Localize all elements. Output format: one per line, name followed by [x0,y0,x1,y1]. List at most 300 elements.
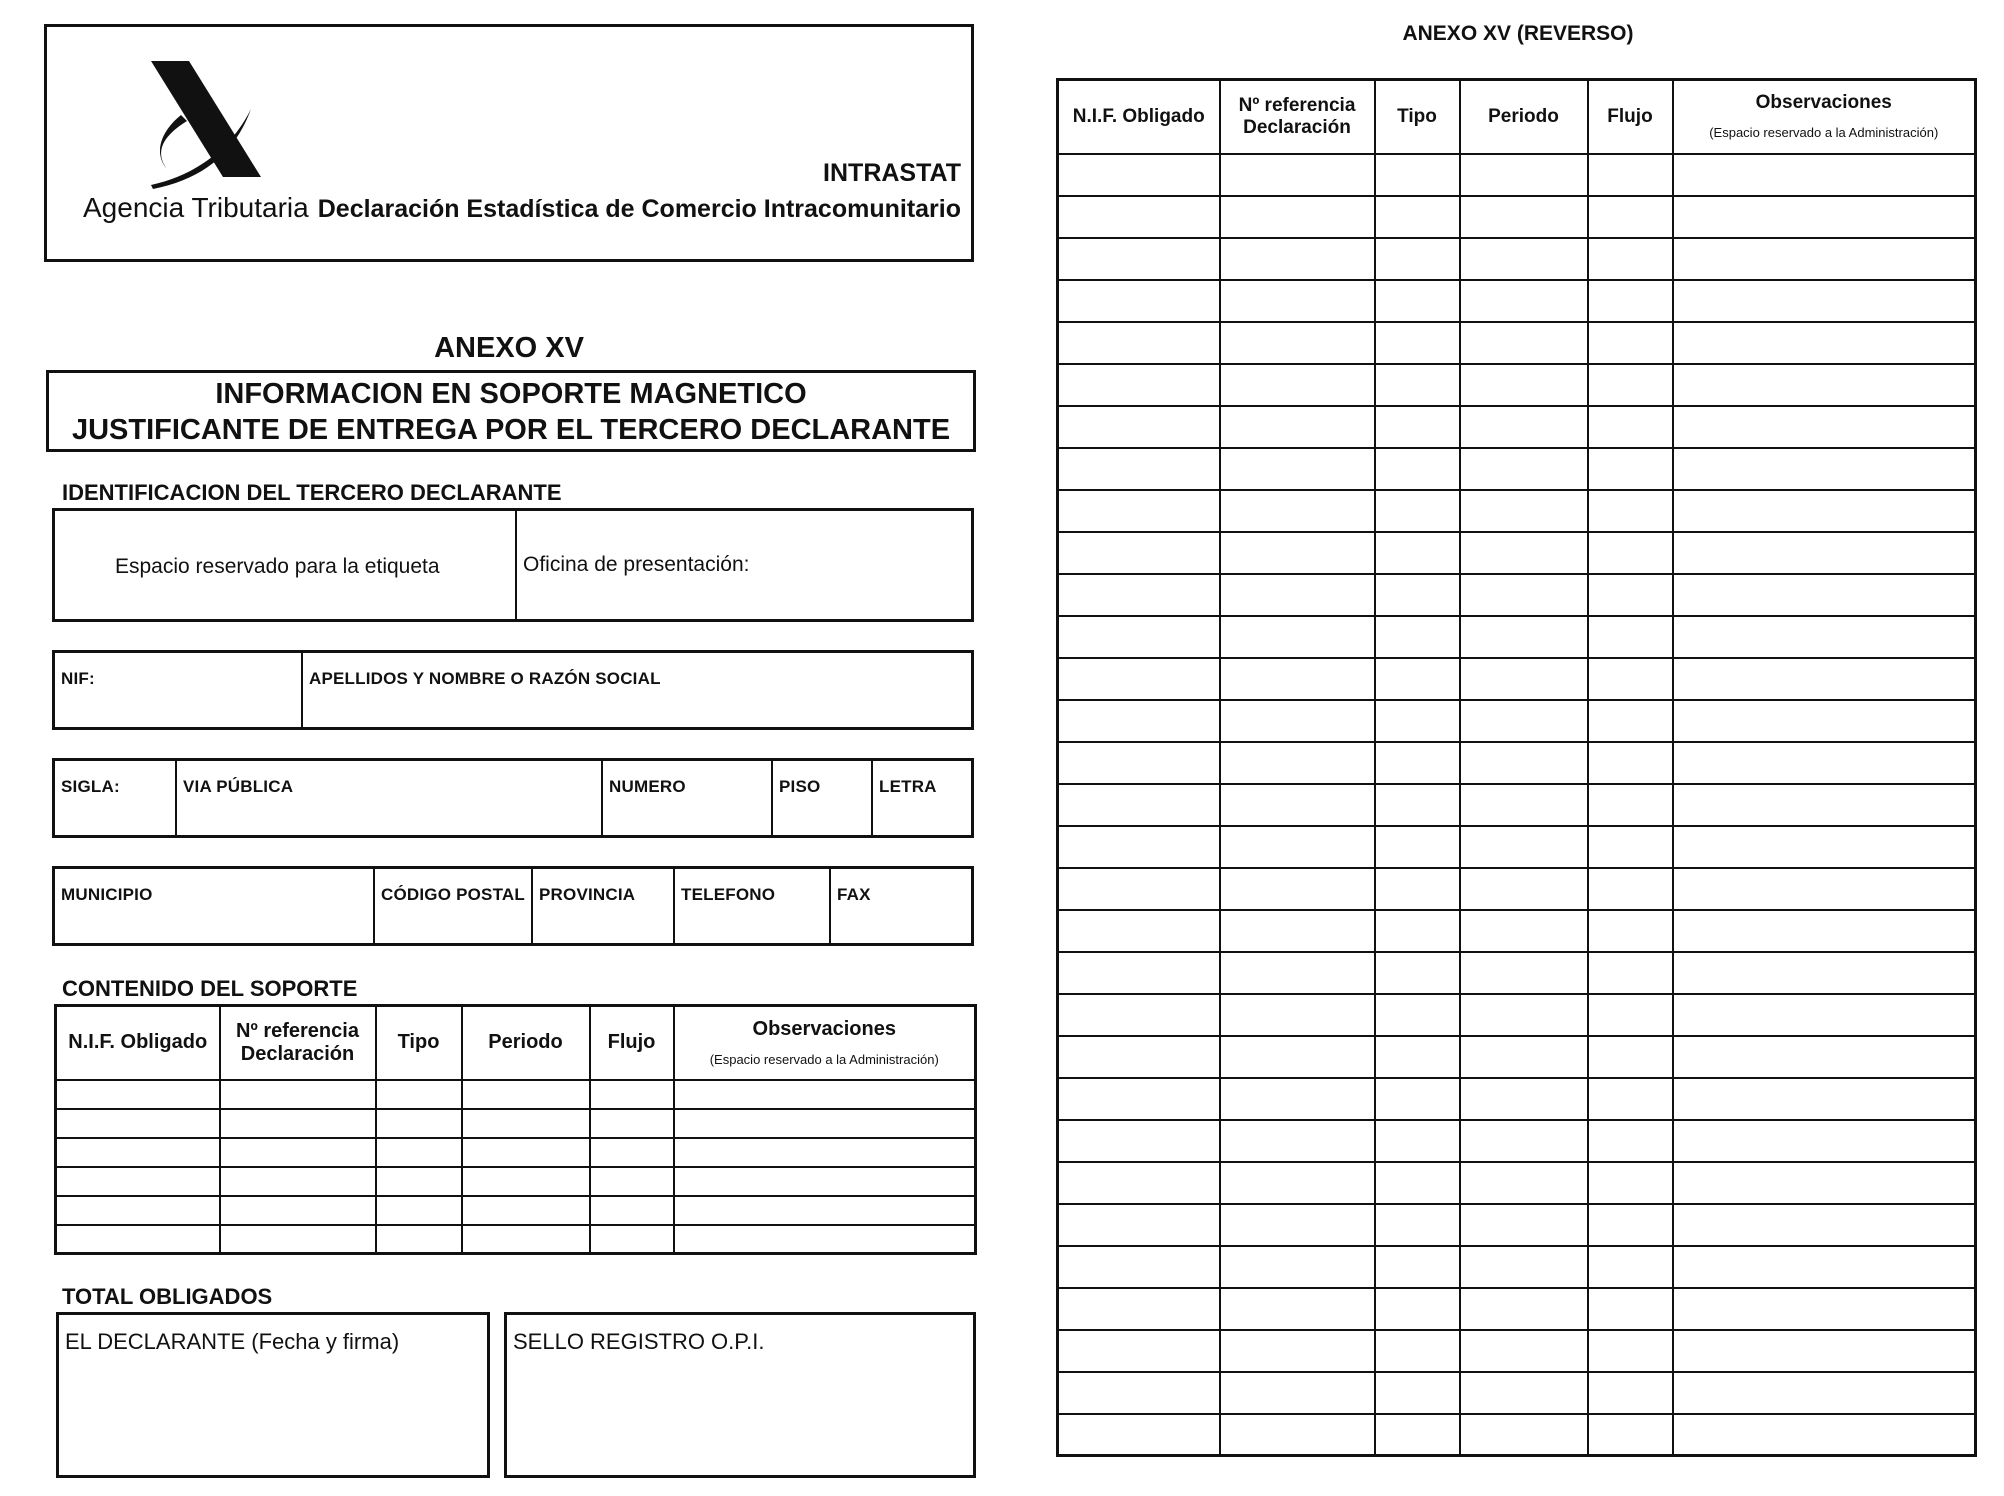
reverse-table-cell[interactable] [1220,910,1375,952]
rev-col-ref-header: Nº referencia Declaración [1220,80,1375,154]
reverse-table-cell[interactable] [1588,952,1673,994]
content-table-cell[interactable] [220,1080,376,1109]
reverse-table-cell[interactable] [1058,1330,1220,1372]
reverse-table-cell[interactable] [1673,490,1976,532]
reverse-table-cell[interactable] [1375,1330,1460,1372]
reverse-table-cell[interactable] [1588,154,1673,196]
reverse-table-cell[interactable] [1588,490,1673,532]
reverse-table-cell[interactable] [1375,910,1460,952]
reverse-table-row [1058,322,1976,364]
reverse-table-row [1058,154,1976,196]
content-table-row [56,1138,976,1167]
reverse-table-cell[interactable] [1375,364,1460,406]
label-space-text: Espacio reservado para la etiqueta [115,555,440,578]
reverse-table-cell[interactable] [1058,910,1220,952]
municipality-row [52,866,974,946]
sigla-field[interactable]: SIGLA: [61,777,120,796]
reverse-table-cell[interactable] [1673,1246,1976,1288]
reverse-table-cell[interactable] [1058,1162,1220,1204]
numero-field[interactable]: NUMERO [609,777,686,796]
reverse-table-cell[interactable] [1460,784,1588,826]
content-table-cell[interactable] [56,1196,220,1225]
reverse-table-cell[interactable] [1673,1372,1976,1414]
nif-row [52,650,974,730]
reverse-table-row [1058,1246,1976,1288]
telefono-field[interactable]: TELEFONO [681,885,776,904]
reverse-table-cell[interactable] [1673,1036,1976,1078]
reverse-table-cell[interactable] [1375,1288,1460,1330]
via-field[interactable]: VIA PÚBLICA [183,777,294,796]
content-table-cell[interactable] [376,1167,462,1196]
reverse-table-cell[interactable] [1673,238,1976,280]
reverse-table-cell[interactable] [1058,448,1220,490]
content-table-cell[interactable] [376,1138,462,1167]
reverse-table-cell[interactable] [1220,1036,1375,1078]
col-flujo-header: Flujo [590,1006,674,1080]
stamp-label: SELLO REGISTRO O.P.I. [513,1329,765,1354]
reverse-table-cell[interactable] [1058,196,1220,238]
reverse-table-cell[interactable] [1220,1330,1375,1372]
agency-name: Agencia Tributaria [83,192,309,223]
content-title: CONTENIDO DEL SOPORTE [62,976,358,1001]
main-title-line2: JUSTIFICANTE DE ENTREGA POR EL TERCERO DECLARANTE [71,414,951,446]
reverse-table-cell[interactable] [1220,238,1375,280]
reverse-table-cell[interactable] [1375,196,1460,238]
reverse-table-cell[interactable] [1375,238,1460,280]
reverse-table-cell[interactable] [1588,196,1673,238]
reverse-table-cell[interactable] [1220,658,1375,700]
content-table-cell[interactable] [590,1225,674,1254]
municipio-field[interactable]: MUNICIPIO [61,885,153,904]
reverse-table-row [1058,238,1976,280]
reverse-table-cell[interactable] [1058,406,1220,448]
content-table-cell[interactable] [590,1080,674,1109]
reverse-table-cell[interactable] [1058,154,1220,196]
content-table [54,1004,977,1255]
office-label[interactable]: Oficina de presentación: [523,553,750,576]
reverse-table-cell[interactable] [1460,1372,1588,1414]
reverse-table-cell[interactable] [1460,658,1588,700]
content-table-cell[interactable] [674,1138,976,1167]
reverse-table-cell[interactable] [1673,322,1976,364]
reverse-table-cell[interactable] [1460,1204,1588,1246]
reverse-table-cell[interactable] [1220,1078,1375,1120]
rev-col-periodo-header: Periodo [1460,80,1588,154]
rev-col-flujo-header: Flujo [1588,80,1673,154]
reverse-table-cell[interactable] [1058,616,1220,658]
reverse-table-cell[interactable] [1375,1078,1460,1120]
reverse-table-cell[interactable] [1058,742,1220,784]
reverse-rows [1058,154,1976,1456]
reverse-table-cell[interactable] [1375,1414,1460,1456]
reverse-table-cell[interactable] [1588,742,1673,784]
reverse-table-cell[interactable] [1058,658,1220,700]
content-table-cell[interactable] [674,1109,976,1138]
rev-col-tipo-header: Tipo [1375,80,1460,154]
rev-col-nif-header: N.I.F. Obligado [1058,80,1220,154]
reverse-table-cell[interactable] [1220,280,1375,322]
reverse-table-cell[interactable] [1673,1120,1976,1162]
content-table-row [56,1109,976,1138]
reverse-table-cell[interactable] [1460,574,1588,616]
declarant-label: EL DECLARANTE (Fecha y firma) [65,1329,400,1354]
reverse-table-cell[interactable] [1375,490,1460,532]
reverse-table-cell[interactable] [1588,1246,1673,1288]
content-table-cell[interactable] [462,1138,590,1167]
reverse-table-row [1058,1120,1976,1162]
reverse-table-cell[interactable] [1460,322,1588,364]
reverse-table-cell[interactable] [1460,826,1588,868]
reverse-table-row [1058,1288,1976,1330]
reverse-table-cell[interactable] [1058,1288,1220,1330]
content-table-cell[interactable] [462,1080,590,1109]
reverse-table-cell[interactable] [1673,574,1976,616]
declarant-signature-box[interactable] [56,1312,490,1478]
content-table-cell[interactable] [462,1109,590,1138]
provincia-field[interactable]: PROVINCIA [539,885,636,904]
reverse-table-cell[interactable] [1220,1204,1375,1246]
reverse-table-cell[interactable] [1588,1036,1673,1078]
reverse-table-cell[interactable] [1588,616,1673,658]
reverse-table-cell[interactable] [1588,910,1673,952]
reverse-table-cell[interactable] [1220,1414,1375,1456]
reverse-table-cell[interactable] [1673,196,1976,238]
reverse-table-cell[interactable] [1375,1036,1460,1078]
reverse-table-cell[interactable] [1460,1288,1588,1330]
reverse-table-cell[interactable] [1220,784,1375,826]
content-table-row [56,1080,976,1109]
reverse-table-cell[interactable] [1588,238,1673,280]
reverse-table-cell[interactable] [1375,658,1460,700]
reverse-table-cell[interactable] [1673,154,1976,196]
content-table-cell[interactable] [590,1196,674,1225]
reverse-table-cell[interactable] [1460,1120,1588,1162]
reverse-table-cell[interactable] [1588,700,1673,742]
reverse-table-cell[interactable] [1673,784,1976,826]
reverse-table-cell[interactable] [1460,1330,1588,1372]
content-table-cell[interactable] [590,1138,674,1167]
fax-field[interactable]: FAX [837,885,871,904]
content-table-cell[interactable] [220,1167,376,1196]
reverse-table-cell[interactable] [1588,406,1673,448]
content-table-cell[interactable] [674,1196,976,1225]
reverse-table-cell[interactable] [1220,1246,1375,1288]
reverse-table-row [1058,826,1976,868]
reverse-table-cell[interactable] [1460,364,1588,406]
content-table-cell[interactable] [462,1196,590,1225]
form-code: INTRASTAT [823,159,961,187]
reverse-table-cell[interactable] [1460,154,1588,196]
reverse-table-cell[interactable] [1220,490,1375,532]
reverse-table-cell[interactable] [1058,1414,1220,1456]
content-table-cell[interactable] [376,1080,462,1109]
reverse-table-cell[interactable] [1220,574,1375,616]
content-table-cell[interactable] [56,1167,220,1196]
reverse-table-cell[interactable] [1588,1330,1673,1372]
content-table-cell[interactable] [220,1138,376,1167]
content-table-row [56,1225,976,1254]
main-title-line1: INFORMACION EN SOPORTE MAGNETICO [215,378,807,410]
reverse-table-cell[interactable] [1058,1120,1220,1162]
piso-field[interactable]: PISO [779,777,821,796]
reverse-table-cell[interactable] [1058,826,1220,868]
header-box [44,24,974,262]
content-table-cell[interactable] [376,1196,462,1225]
reverse-table-cell[interactable] [1588,1372,1673,1414]
reverse-table-cell[interactable] [1058,532,1220,574]
identification-box [52,508,974,622]
reverse-table-cell[interactable] [1460,1162,1588,1204]
reverse-table-cell[interactable] [1673,1162,1976,1204]
reverse-table-cell[interactable] [1673,700,1976,742]
reverse-table-cell[interactable] [1058,700,1220,742]
reverse-table-cell[interactable] [1058,364,1220,406]
reverse-table-row [1058,1330,1976,1372]
reverse-table-row [1058,364,1976,406]
reverse-table-cell[interactable] [1375,1372,1460,1414]
reverse-table-cell[interactable] [1375,448,1460,490]
reverse-table-cell[interactable] [1058,1372,1220,1414]
content-table-cell[interactable] [590,1109,674,1138]
reverse-table-cell[interactable] [1375,322,1460,364]
reverse-table-cell[interactable] [1673,532,1976,574]
content-table-cell[interactable] [56,1225,220,1254]
identification-title: IDENTIFICACION DEL TERCERO DECLARANTE [62,480,562,505]
reverse-table-cell[interactable] [1058,490,1220,532]
reverse-table-cell[interactable] [1588,826,1673,868]
reverse-table-cell[interactable] [1058,1078,1220,1120]
reverse-table-cell[interactable] [1375,532,1460,574]
reverse-table-cell[interactable] [1058,952,1220,994]
reverse-table-row [1058,490,1976,532]
col-obs-header: Observaciones (Espacio reservado a la Administración) [674,1006,976,1080]
reverse-table-cell[interactable] [1375,1246,1460,1288]
reverse-table-cell[interactable] [1673,448,1976,490]
content-table-row [56,1167,976,1196]
reverse-table-cell[interactable] [1375,1120,1460,1162]
reverse-table-cell[interactable] [1220,994,1375,1036]
reverse-title: ANEXO XV (REVERSO) [1402,22,1634,45]
content-table-cell[interactable] [56,1080,220,1109]
reverse-table-cell[interactable] [1588,1078,1673,1120]
reverse-table-cell[interactable] [1588,868,1673,910]
reverse-table-cell[interactable] [1460,1078,1588,1120]
cp-field[interactable]: CÓDIGO POSTAL [381,885,525,904]
nif-field[interactable]: NIF: [61,669,95,688]
reverse-table-cell[interactable] [1375,826,1460,868]
reverse-table-cell[interactable] [1220,826,1375,868]
reverse-table-cell[interactable] [1375,994,1460,1036]
reverse-table-cell[interactable] [1460,532,1588,574]
reverse-table-row [1058,868,1976,910]
reverse-table-cell[interactable] [1220,868,1375,910]
name-field[interactable]: APELLIDOS Y NOMBRE O RAZÓN SOCIAL [309,669,661,688]
reverse-table-cell[interactable] [1588,1204,1673,1246]
reverse-table-cell[interactable] [1588,1162,1673,1204]
reverse-table-cell[interactable] [1375,574,1460,616]
reverse-table-cell[interactable] [1460,448,1588,490]
reverse-table-cell[interactable] [1220,448,1375,490]
reverse-table-cell[interactable] [1058,1204,1220,1246]
reverse-table-row [1058,1036,1976,1078]
reverse-table-cell[interactable] [1588,994,1673,1036]
reverse-table-cell[interactable] [1058,1246,1220,1288]
reverse-table-cell[interactable] [1220,952,1375,994]
content-table-cell[interactable] [674,1167,976,1196]
reverse-table-cell[interactable] [1673,910,1976,952]
reverse-table-cell[interactable] [1588,1288,1673,1330]
reverse-table-row [1058,280,1976,322]
reverse-table-cell[interactable] [1588,364,1673,406]
reverse-table-cell[interactable] [1673,826,1976,868]
content-table-cell[interactable] [462,1167,590,1196]
opi-stamp-box[interactable] [504,1312,976,1478]
letra-field[interactable]: LETRA [879,777,937,796]
reverse-table-cell[interactable] [1220,1288,1375,1330]
agency-logo-icon [111,57,271,207]
reverse-table-row [1058,1078,1976,1120]
reverse-table-row [1058,196,1976,238]
reverse-table-row [1058,742,1976,784]
reverse-table-cell[interactable] [1673,952,1976,994]
reverse-table-cell[interactable] [1673,364,1976,406]
reverse-table-cell[interactable] [1375,1162,1460,1204]
content-table-cell[interactable] [220,1196,376,1225]
reverse-table-cell[interactable] [1460,406,1588,448]
address-row [52,758,974,838]
content-table-cell[interactable] [674,1080,976,1109]
reverse-table-cell[interactable] [1460,1414,1588,1456]
reverse-table-cell[interactable] [1588,532,1673,574]
reverse-table-cell[interactable] [1673,658,1976,700]
main-title-box [46,370,976,452]
reverse-table-cell[interactable] [1220,322,1375,364]
reverse-table-cell[interactable] [1058,322,1220,364]
col-ref-header: Nº referencia Declaración [220,1006,376,1080]
reverse-table-cell[interactable] [1220,1372,1375,1414]
reverse-table-cell[interactable] [1058,238,1220,280]
reverse-table-cell[interactable] [1588,784,1673,826]
reverse-table-cell[interactable] [1375,406,1460,448]
reverse-table-cell[interactable] [1673,994,1976,1036]
reverse-table-cell[interactable] [1220,154,1375,196]
reverse-table-cell[interactable] [1460,994,1588,1036]
reverse-table-cell[interactable] [1673,616,1976,658]
reverse-table-cell[interactable] [1375,700,1460,742]
reverse-table-row [1058,994,1976,1036]
reverse-table-row [1058,658,1976,700]
content-table-cell[interactable] [56,1138,220,1167]
reverse-table-cell[interactable] [1220,196,1375,238]
reverse-table-cell[interactable] [1588,658,1673,700]
reverse-table-cell[interactable] [1460,952,1588,994]
reverse-table-cell[interactable] [1673,280,1976,322]
content-table-cell[interactable] [220,1225,376,1254]
reverse-table-cell[interactable] [1375,784,1460,826]
annex-title: ANEXO XV [434,332,584,364]
reverse-table-cell[interactable] [1588,574,1673,616]
reverse-table-cell[interactable] [1058,574,1220,616]
reverse-table-cell[interactable] [1460,742,1588,784]
reverse-table-row [1058,700,1976,742]
reverse-table-cell[interactable] [1588,1120,1673,1162]
reverse-table-cell[interactable] [1588,322,1673,364]
reverse-table-cell[interactable] [1375,1204,1460,1246]
reverse-table-cell[interactable] [1375,280,1460,322]
reverse-table-row [1058,616,1976,658]
reverse-table-cell[interactable] [1220,616,1375,658]
totals-title: TOTAL OBLIGADOS [62,1284,273,1309]
reverse-table-cell[interactable] [1058,994,1220,1036]
reverse-table-cell[interactable] [1673,1414,1976,1456]
reverse-table-cell[interactable] [1058,868,1220,910]
form-title: Declaración Estadística de Comercio Intracomunitario [317,195,961,223]
reverse-table-cell[interactable] [1220,364,1375,406]
reverse-table-row [1058,574,1976,616]
content-table-row [56,1196,976,1225]
reverse-table-cell[interactable] [1460,1036,1588,1078]
reverse-table-cell[interactable] [1375,742,1460,784]
reverse-table-cell[interactable] [1460,616,1588,658]
reverse-table-cell[interactable] [1673,868,1976,910]
reverse-table-cell[interactable] [1588,280,1673,322]
reverse-table-cell[interactable] [1673,1204,1976,1246]
reverse-table-cell[interactable] [1220,1162,1375,1204]
content-table-cell[interactable] [220,1109,376,1138]
reverse-table-cell[interactable] [1460,280,1588,322]
reverse-table-cell[interactable] [1220,406,1375,448]
content-table-cell[interactable] [376,1225,462,1254]
reverse-table-cell[interactable] [1460,490,1588,532]
reverse-table-cell[interactable] [1460,238,1588,280]
reverse-table-cell[interactable] [1673,1330,1976,1372]
reverse-table-cell[interactable] [1460,1246,1588,1288]
content-table-cell[interactable] [376,1109,462,1138]
col-periodo-header: Periodo [462,1006,590,1080]
reverse-table [1056,78,1977,1457]
reverse-table-cell[interactable] [1460,868,1588,910]
reverse-table-row [1058,532,1976,574]
reverse-table-cell[interactable] [1673,1078,1976,1120]
reverse-table-cell[interactable] [1058,280,1220,322]
reverse-table-cell[interactable] [1673,742,1976,784]
reverse-table-cell[interactable] [1220,742,1375,784]
content-table-cell[interactable] [674,1225,976,1254]
reverse-table-cell[interactable] [1058,1036,1220,1078]
reverse-table-cell[interactable] [1058,784,1220,826]
reverse-table-row [1058,1204,1976,1246]
reverse-table-cell[interactable] [1220,700,1375,742]
reverse-table-cell[interactable] [1220,1120,1375,1162]
reverse-table-cell[interactable] [1460,910,1588,952]
reverse-table-cell[interactable] [1375,868,1460,910]
col-tipo-header: Tipo [376,1006,462,1080]
reverse-table-cell[interactable] [1220,532,1375,574]
content-table-cell[interactable] [590,1167,674,1196]
reverse-table-cell[interactable] [1375,616,1460,658]
content-table-cell[interactable] [462,1225,590,1254]
reverse-table-cell[interactable] [1588,448,1673,490]
reverse-table-row [1058,784,1976,826]
reverse-table-cell[interactable] [1460,700,1588,742]
reverse-table-cell[interactable] [1375,154,1460,196]
reverse-table-cell[interactable] [1588,1414,1673,1456]
reverse-table-cell[interactable] [1460,196,1588,238]
content-table-cell[interactable] [56,1109,220,1138]
reverse-table-cell[interactable] [1673,406,1976,448]
reverse-table-cell[interactable] [1673,1288,1976,1330]
reverse-table-cell[interactable] [1375,952,1460,994]
